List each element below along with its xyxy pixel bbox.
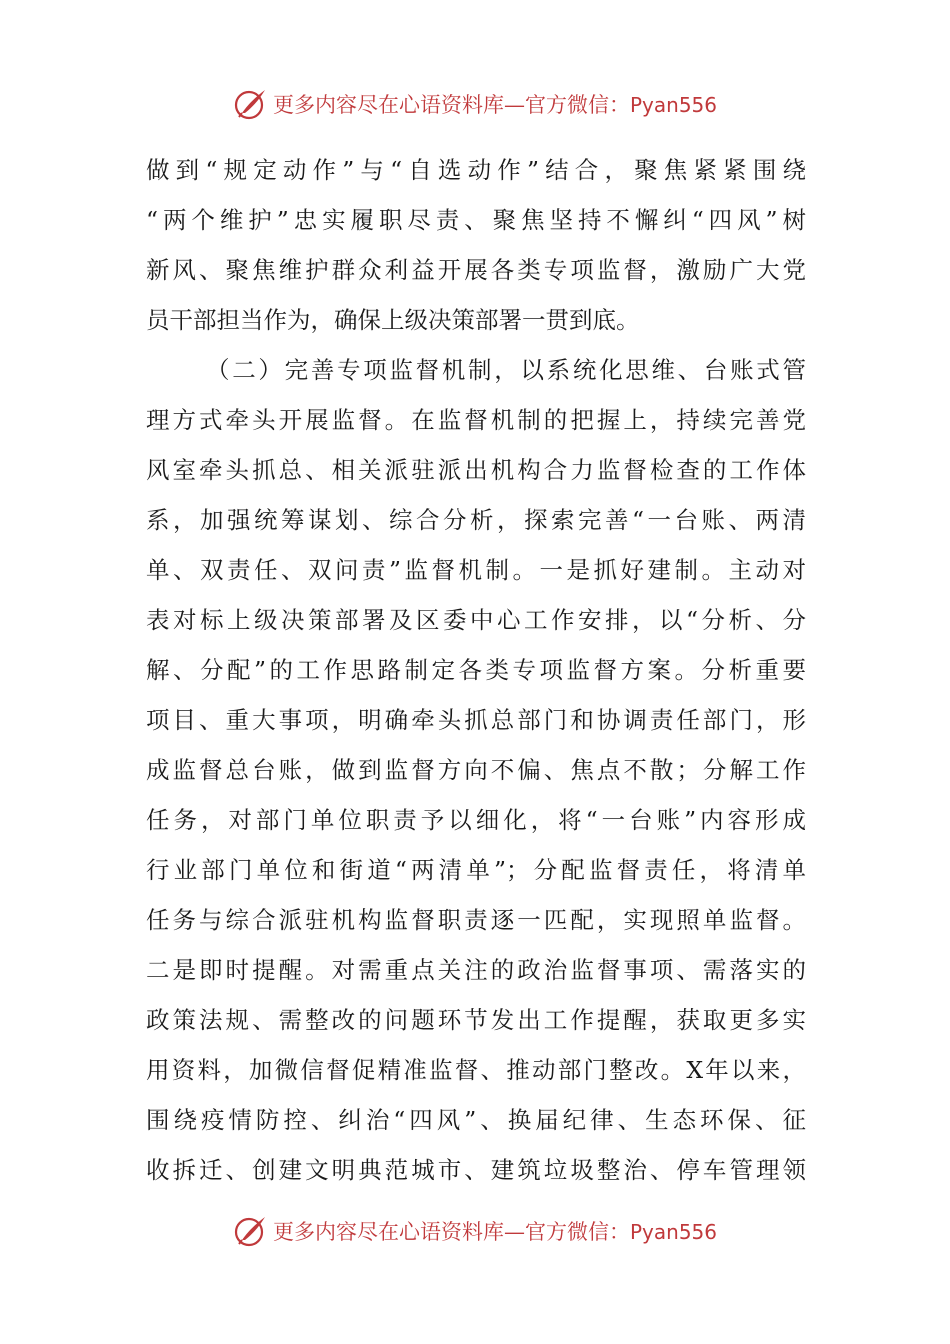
footer-banner <box>0 1211 950 1251</box>
text-line: 项目、重大事项，明确牵头抓总部门和协调责任部门，形 <box>146 706 806 734</box>
header-banner <box>0 84 950 124</box>
text-line: 系，加强统筹谋划、综合分析，探索完善“一台账、两清 <box>146 506 806 534</box>
header-wechat-id: Pyan556 <box>629 93 717 117</box>
text-line: 解、分配”的工作思路制定各类专项监督方案。分析重要 <box>146 656 806 684</box>
text-line: 政策法规、需整改的问题环节发出工作提醒，获取更多实 <box>146 1006 806 1034</box>
footer-banner-text: 更多内容尽在心语资料库—官方微信： <box>272 1220 630 1244</box>
header-banner-text: 更多内容尽在心语资料库—官方微信： <box>272 93 630 117</box>
text-line: 成监督总台账，做到监督方向不偏、焦点不散；分解工作 <box>146 756 806 784</box>
quill-logo-icon <box>233 86 269 122</box>
text-line: 单、双责任、双问责”监督机制。一是抓好建制。主动对 <box>146 556 806 584</box>
text-line: 用资料，加微信督促精准监督、推动部门整改。X年以来， <box>146 1056 806 1084</box>
footer-wechat-id: Pyan556 <box>629 1220 717 1244</box>
paragraph-1 <box>146 145 806 345</box>
text-line: 任务，对部门单位职责予以细化，将“一台账”内容形成 <box>146 806 806 834</box>
text-line: 风室牵头抓总、相关派驻派出机构合力监督检查的工作体 <box>146 456 806 484</box>
text-line: 做到“规定动作”与“自选动作”结合，聚焦紧紧围绕 <box>146 156 806 184</box>
text-line: 围绕疫情防控、纠治“四风”、换届纪律、生态环保、征 <box>146 1106 806 1134</box>
quill-logo-icon <box>233 1213 269 1249</box>
document-body <box>146 145 806 1195</box>
text-line: “两个维护”忠实履职尽责、聚焦坚持不懈纠“四风”树 <box>146 206 806 234</box>
text-line: 理方式牵头开展监督。在监督机制的把握上，持续完善党 <box>146 406 806 434</box>
text-line: 员干部担当作为，确保上级决策部署一贯到底。 <box>146 306 640 334</box>
text-line: 新风、聚焦维护群众利益开展各类专项监督，激励广大党 <box>146 256 806 284</box>
paragraph-2 <box>146 345 806 1195</box>
text-line: 任务与综合派驻机构监督职责逐一匹配，实现照单监督。 <box>146 906 806 934</box>
text-line: （二）完善专项监督机制，以系统化思维、台账式管 <box>206 356 806 384</box>
text-line: 收拆迁、创建文明典范城市、建筑垃圾整治、停车管理领 <box>146 1156 806 1184</box>
text-line: 表对标上级决策部署及区委中心工作安排，以“分析、分 <box>146 606 806 634</box>
text-line: 二是即时提醒。对需重点关注的政治监督事项、需落实的 <box>146 956 806 984</box>
text-line: 行业部门单位和街道“两清单”；分配监督责任，将清单 <box>146 856 806 884</box>
